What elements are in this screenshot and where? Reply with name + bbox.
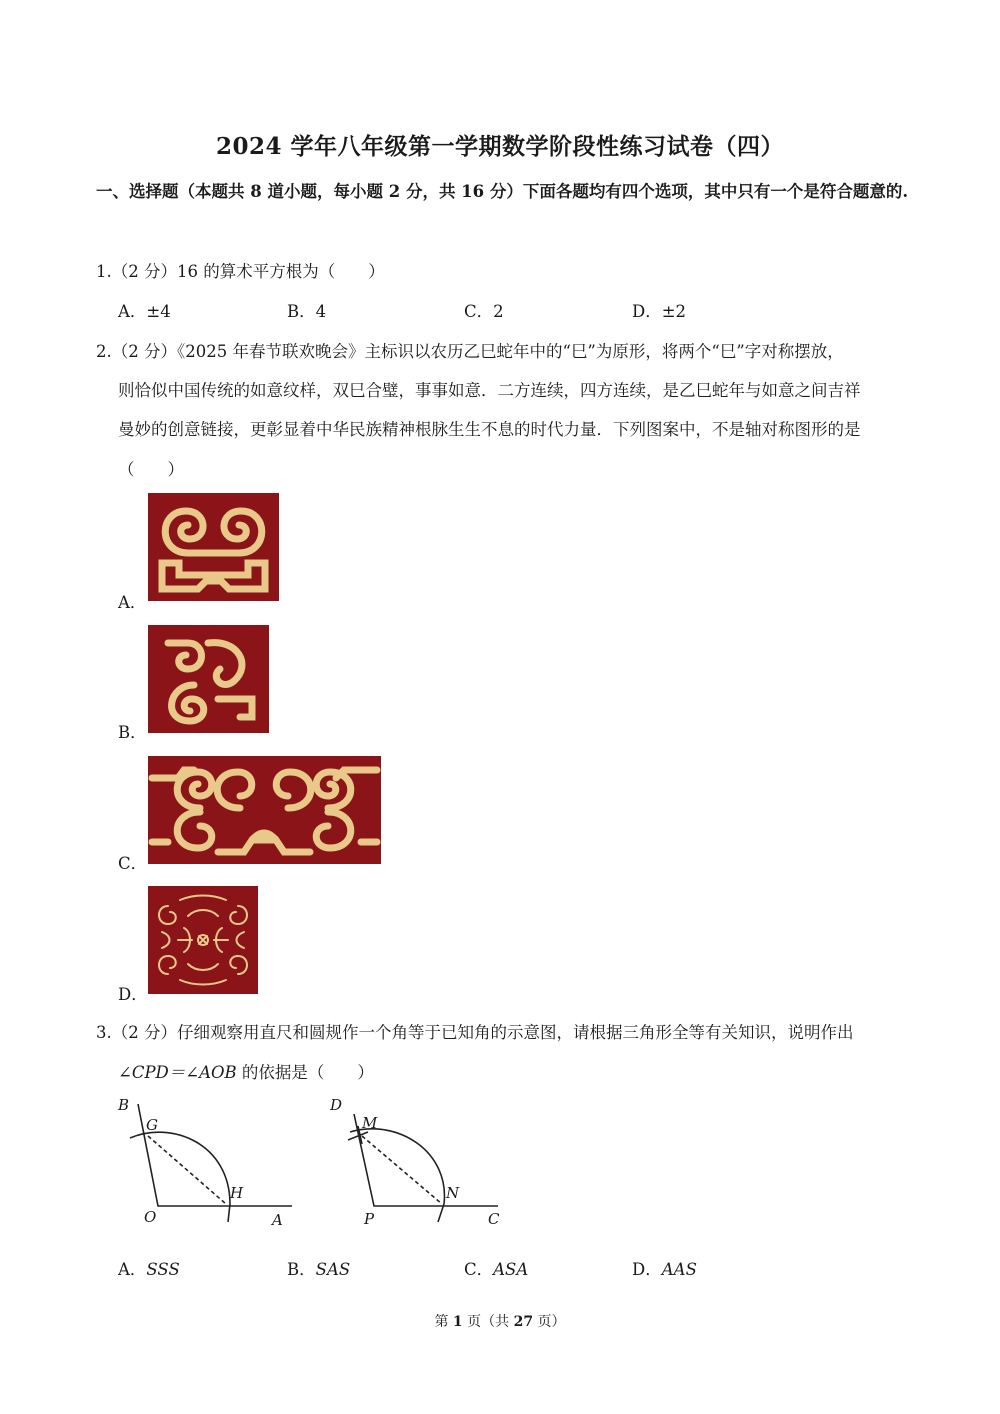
question-1-option-c: C．2 (464, 302, 504, 321)
ruyi-pattern-b (148, 625, 269, 733)
ruyi-pattern-c (148, 756, 381, 864)
angle-symbol: ∠ (118, 1063, 132, 1082)
question-2-line-3: 曼妙的创意链接，更彰显着中华民族精神根脉生生不息的时代力量．下列图案中，不是轴对称图形的是 (118, 420, 861, 439)
label-m: M (362, 1114, 378, 1132)
question-2-line-1: 2.（2 分）《2025 年春节联欢晚会》主标识以农历乙巳蛇年中的“巳”为原形，将两个“巳”字对称摆放， (96, 342, 844, 361)
question-3-line-2 (118, 1059, 374, 1083)
page-total: 27 (513, 1314, 534, 1330)
question-2-option-c-label: C． (118, 854, 148, 873)
label-g: G (146, 1116, 158, 1134)
ruyi-pattern-a (148, 493, 279, 601)
question-3-option-d: D．AAS (632, 1260, 697, 1279)
question-3-option-c: C．ASA (464, 1260, 529, 1279)
label-c: C (488, 1210, 500, 1228)
page-title: 2024 学年八年级第一学期数学阶段性练习试卷（四） (215, 133, 785, 160)
construction-figure-aob (112, 1092, 302, 1232)
question-1-option-d: D．±2 (632, 302, 687, 321)
question-2-option-a-label: A． (118, 593, 147, 612)
page-footer: 第 1 页（共 27 页） (434, 1314, 566, 1330)
ruyi-pattern-d (148, 886, 258, 994)
section-heading: 一、选择题（本题共 8 道小题，每小题 2 分，共 16 分）下面各题均有四个选项，其中只有一个是符合题意的. (96, 182, 909, 201)
label-a: A (272, 1211, 283, 1229)
label-d: D (330, 1096, 343, 1114)
question-2-option-d-label: D． (118, 985, 148, 1004)
question-1-option-a: A．±4 (118, 302, 171, 321)
label-o: O (144, 1208, 157, 1226)
question-3-option-a: A．SSS (118, 1260, 180, 1279)
question-2-option-b-label: B． (118, 723, 147, 742)
label-h: H (230, 1184, 244, 1202)
question-3-option-b: B．SAS (287, 1260, 351, 1279)
question-1-stem: 1.（2 分）16 的算术平方根为（ ） (96, 262, 385, 281)
label-p: P (364, 1210, 375, 1228)
question-1-option-b: B．4 (287, 302, 327, 321)
label-n: N (446, 1184, 460, 1202)
label-b: B (118, 1096, 130, 1114)
question-3-line-1: 3.（2 分）仔细观察用直尺和圆规作一个角等于已知角的示意图，请根据三角形全等有关知识，说明作出 (96, 1023, 854, 1042)
question-2-line-2: 则恰似中国传统的如意纹样，双巳合璧，事事如意．二方连续，四方连续，是乙巳蛇年与如意之间吉祥 (118, 381, 861, 400)
page-number: 1 (452, 1314, 463, 1330)
question-3-line-2-suffix: 的依据是（ ） (236, 1063, 374, 1082)
construction-figure-cpd (326, 1092, 516, 1232)
question-2-line-4: （ ） (118, 460, 184, 479)
angle-equation: CPD＝∠AOB (131, 1063, 237, 1082)
